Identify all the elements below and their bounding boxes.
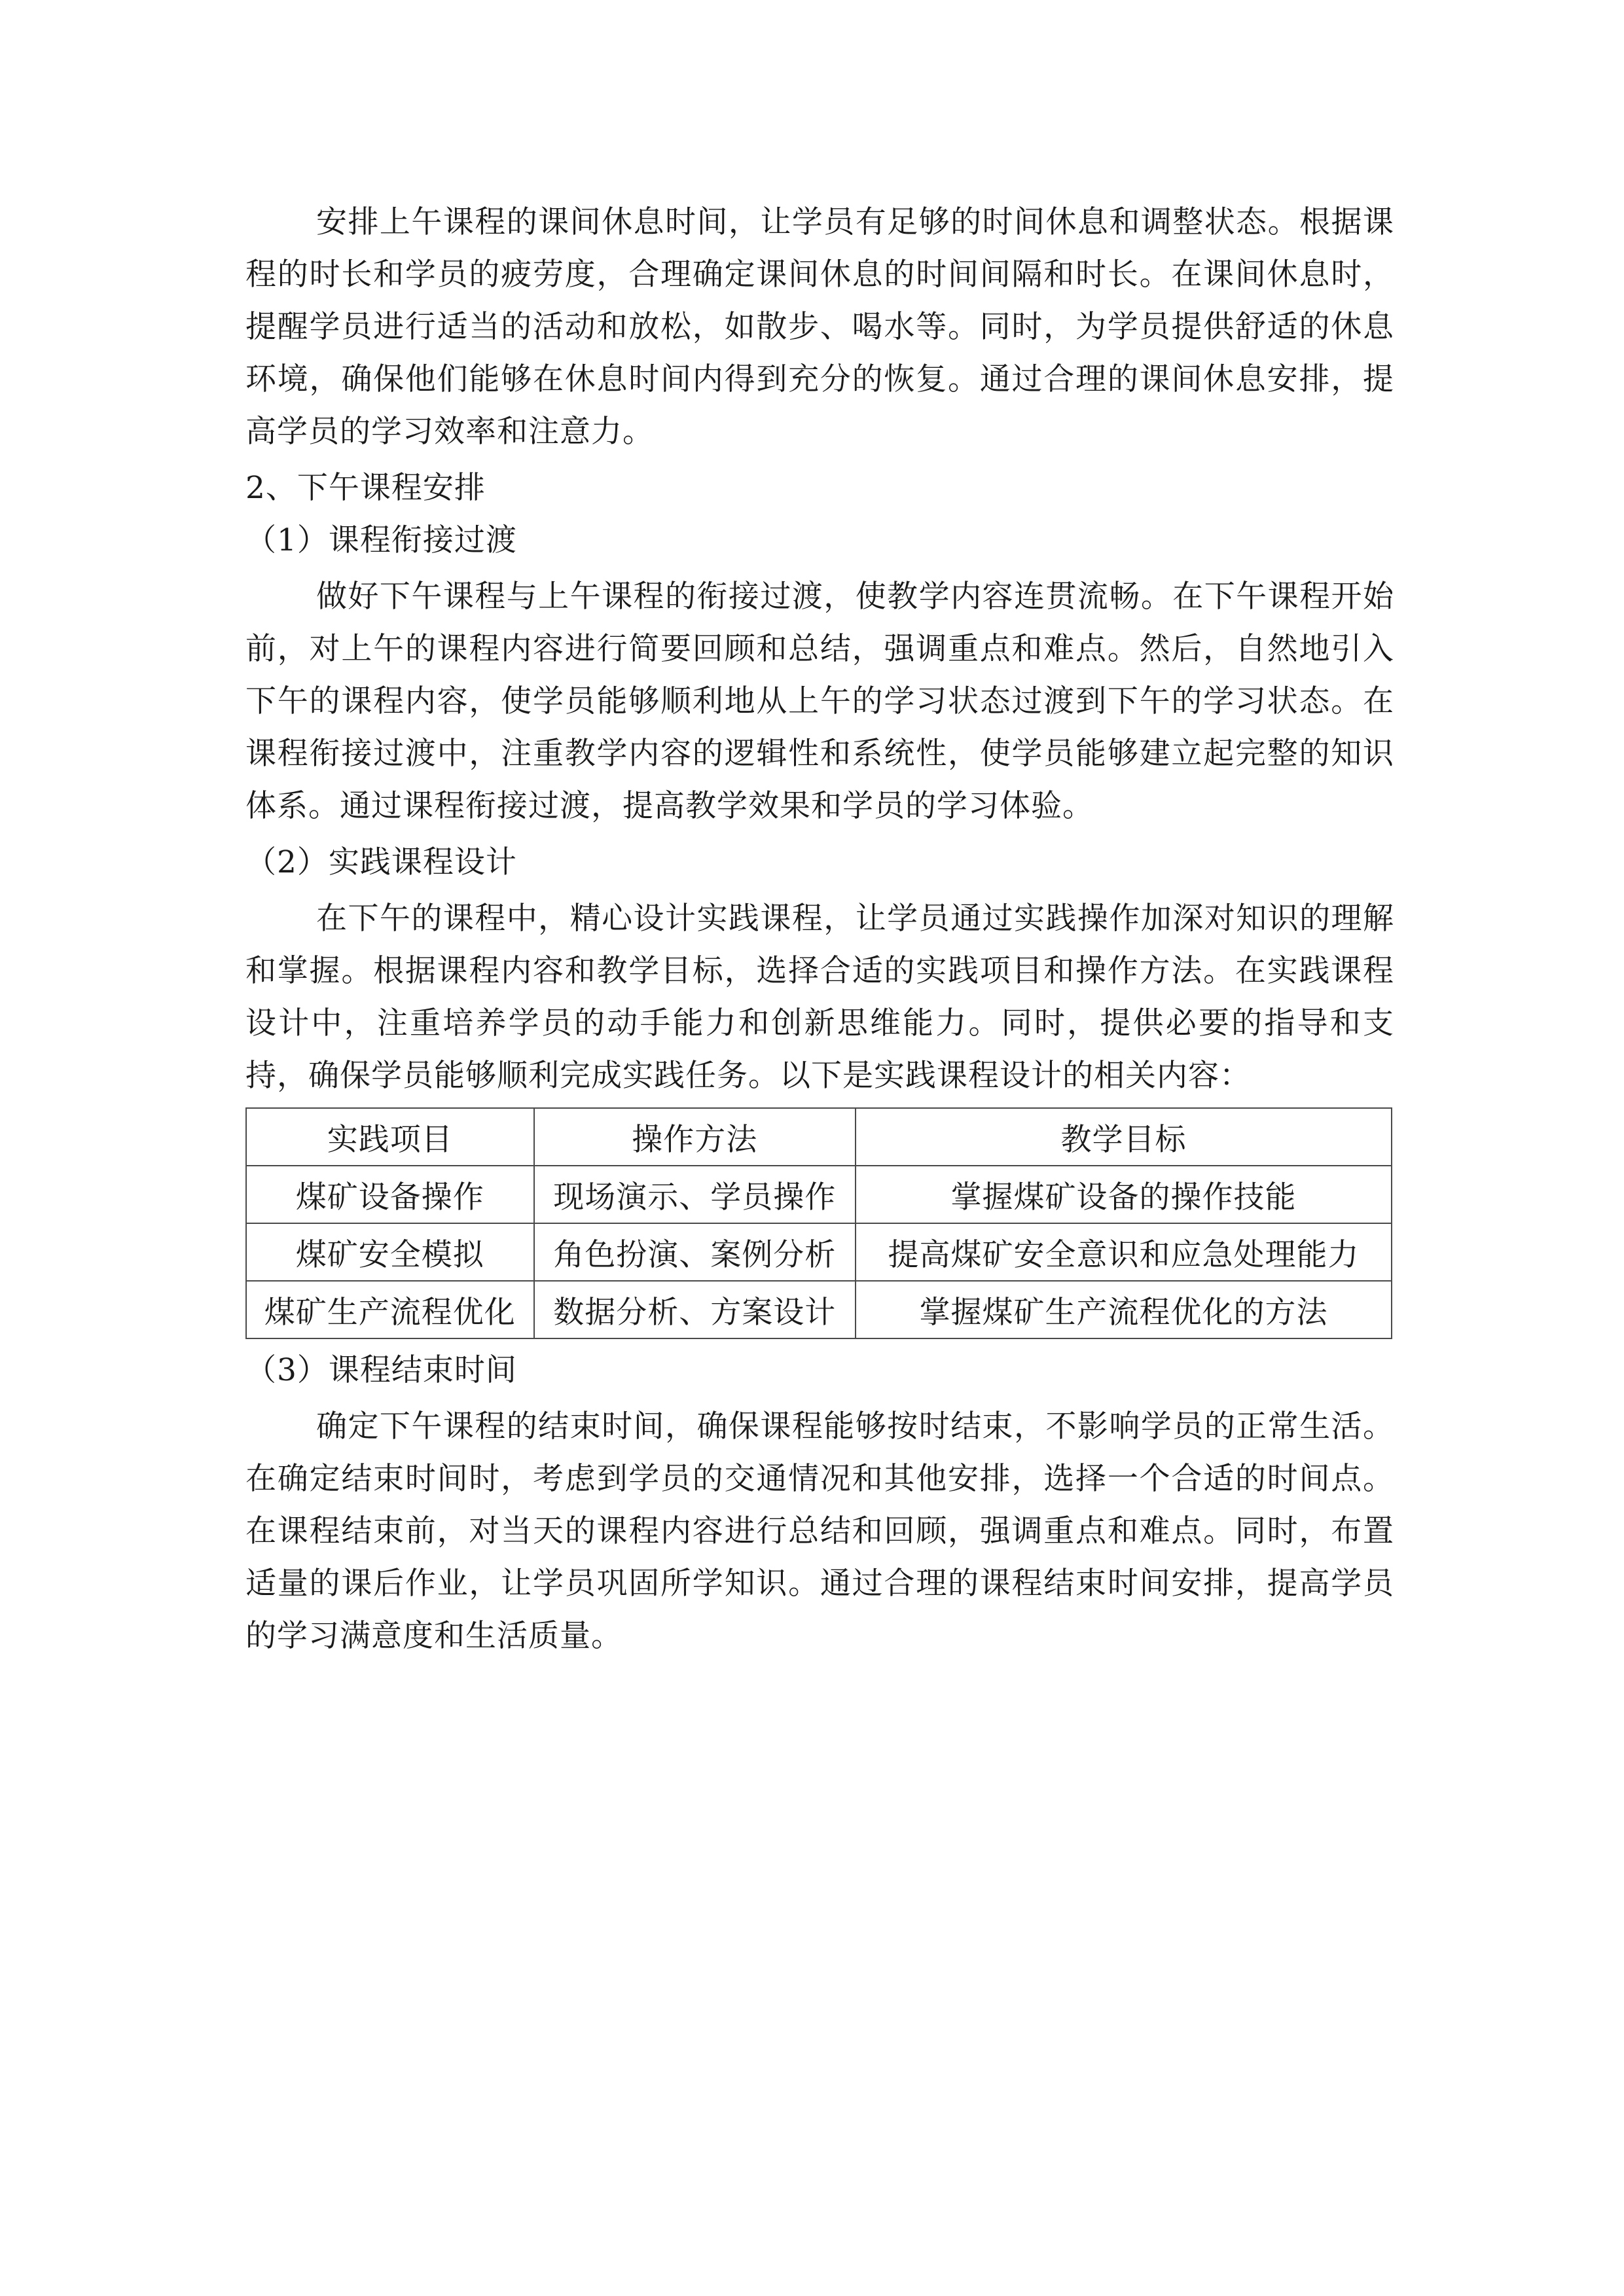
table-header-cell: 实践项目 — [246, 1108, 534, 1166]
table-cell: 数据分析、方案设计 — [534, 1281, 856, 1338]
table-row — [246, 1281, 1392, 1338]
table-header-row — [246, 1108, 1392, 1166]
paragraph-practice-design: 在下午的课程中，精心设计实践课程，让学员通过实践操作加深对知识的理解和掌握。根据课程内容和教学目标，选择合适的实践项目和操作方法。在实践课程设计中，注重培养学员的动手能力和创新思维能力。同时，提供必要的指导和支持，确保学员能够顺利完成实践任务。以下是实践课程设计的相关内容： — [245, 901, 1394, 1094]
section-heading-afternoon: 2、下午课程安排 — [245, 470, 486, 506]
paragraph-morning-break: 安排上午课程的课间休息时间，让学员有足够的时间休息和调整状态。根据课程的时长和学员的疲劳度，合理确定课间休息的时间间隔和时长。在课间休息时，提醒学员进行适当的活动和放松，如散步、喝水等。同时，为学员提供舒适的休息环境，确保他们能够在休息时间内得到充分的恢复。通过合理的课间休息安排，提高学员的学习效率和注意力。 — [245, 204, 1394, 450]
subheading-transition: （1）课程衔接过渡 — [245, 522, 517, 558]
table-cell: 角色扮演、案例分析 — [534, 1223, 856, 1281]
subheading-end-time: （3）课程结束时间 — [245, 1352, 517, 1388]
table-cell: 煤矿生产流程优化 — [246, 1281, 534, 1338]
table-cell: 煤矿设备操作 — [246, 1166, 534, 1223]
practice-table — [245, 1107, 1392, 1339]
table-header-cell: 操作方法 — [534, 1108, 856, 1166]
table-cell: 现场演示、学员操作 — [534, 1166, 856, 1223]
table-row — [246, 1223, 1392, 1281]
table-cell: 掌握煤矿设备的操作技能 — [856, 1166, 1392, 1223]
table-cell: 提高煤矿安全意识和应急处理能力 — [856, 1223, 1392, 1281]
table-header-cell: 教学目标 — [856, 1108, 1392, 1166]
table-cell: 掌握煤矿生产流程优化的方法 — [856, 1281, 1392, 1338]
document-page — [245, 196, 1394, 1662]
paragraph-end-time: 确定下午课程的结束时间，确保课程能够按时结束，不影响学员的正常生活。在确定结束时间时，考虑到学员的交通情况和其他安排，选择一个合适的时间点。在课程结束前，对当天的课程内容进行总结和回顾，强调重点和难点。同时，布置适量的课后作业，让学员巩固所学知识。通过合理的课程结束时间安排，提高学员的学习满意度和生活质量。 — [245, 1408, 1394, 1654]
table-row — [246, 1166, 1392, 1223]
paragraph-transition: 做好下午课程与上午课程的衔接过渡，使教学内容连贯流畅。在下午课程开始前，对上午的课程内容进行简要回顾和总结，强调重点和难点。然后，自然地引入下午的课程内容，使学员能够顺利地从上午的学习状态过渡到下午的学习状态。在课程衔接过渡中，注重教学内容的逻辑性和系统性，使学员能够建立起完整的知识体系。通过课程衔接过渡，提高教学效果和学员的学习体验。 — [245, 579, 1394, 824]
table-cell: 煤矿安全模拟 — [246, 1223, 534, 1281]
subheading-practice-design: （2）实践课程设计 — [245, 844, 517, 880]
